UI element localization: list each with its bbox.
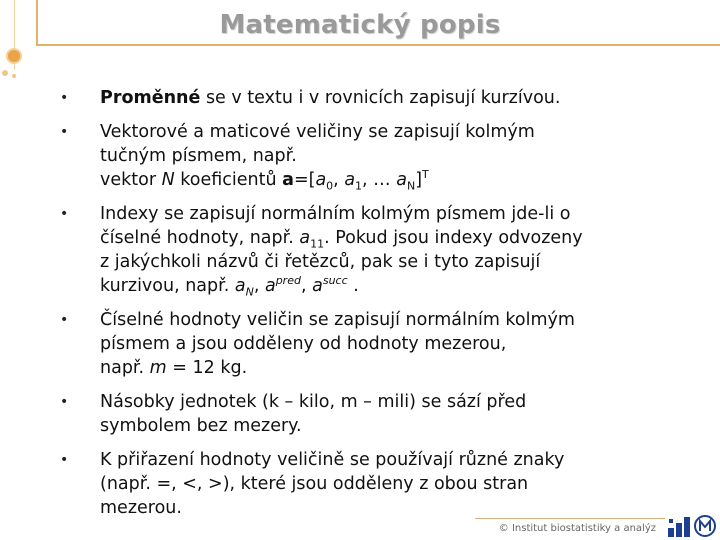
text-run: ,: [253, 276, 265, 296]
bullet-marker: •: [60, 312, 69, 328]
text-run: se v textu i v rovnicích zapisují kurzívou.: [200, 88, 561, 108]
bullet-item: [56, 448, 706, 520]
bullet-item: [56, 308, 706, 380]
text-line: [100, 202, 706, 226]
text-run: tučným písmem, např.: [100, 146, 297, 166]
bullet-item: [56, 202, 706, 298]
text-run: a: [312, 276, 323, 296]
text-line: [100, 390, 706, 414]
university-logo-icon: [694, 514, 716, 538]
text-run: ,: [300, 276, 313, 296]
text-run: = 12 kg.: [166, 358, 248, 378]
text-run: 1: [355, 179, 363, 193]
text-run: mezerou.: [100, 498, 182, 518]
text-line: [100, 274, 706, 298]
text-run: , …: [362, 170, 397, 190]
text-line: [100, 86, 706, 110]
text-line: [100, 496, 706, 520]
decor-line-horizontal: [36, 44, 720, 46]
text-run: a: [234, 276, 246, 296]
text-run: např.: [100, 358, 150, 378]
text-run: kurzivou, např.: [100, 276, 235, 296]
text-run: a: [315, 170, 327, 190]
text-run: Vektorové a maticové veličiny se zapisují kolmým: [100, 122, 535, 142]
text-run: T: [422, 168, 429, 182]
text-run: písmem a jsou odděleny od hodnoty mezerou,: [100, 334, 507, 354]
text-run: číselné hodnoty, např.: [100, 228, 300, 248]
text-run: . Pokud jsou indexy odvozeny: [324, 228, 583, 248]
text-run: ]: [415, 170, 423, 190]
text-run: K přiřazení hodnoty veličině se používají různé znaky: [100, 450, 565, 470]
text-run: N: [245, 285, 254, 299]
footer-copyright: © Institut biostatistiky a analýz: [498, 523, 656, 534]
text-run: .: [347, 276, 359, 296]
iba-logo-icon: [668, 514, 690, 538]
bullet-marker: •: [60, 90, 69, 106]
bullet-marker: •: [60, 124, 69, 140]
footer-divider: [475, 518, 665, 519]
bullet-item: [56, 120, 706, 192]
text-run: a: [396, 170, 407, 190]
text-run: koeficientů: [174, 170, 283, 190]
text-run: Číselné hodnoty veličin se zapisují normálním kolmým: [100, 310, 575, 330]
text-line: [100, 168, 706, 192]
slide-title: Matematický popis: [219, 10, 501, 40]
text-run: ,: [333, 170, 345, 190]
decor-circle-icon: [6, 48, 22, 64]
bullet-marker: •: [60, 452, 69, 468]
text-run: 11: [310, 237, 325, 251]
text-line: [100, 448, 706, 472]
text-run: succ: [322, 274, 348, 288]
text-run: z jakýchkoli názvů či řetězců, pak se i tyto zapisují: [100, 252, 541, 272]
text-run: a: [344, 170, 356, 190]
text-run: Indexy se zapisují normálním kolmým písmem jde-li o: [100, 204, 571, 224]
text-run: (např. =, <, >), které jsou odděleny z obou stran: [100, 474, 529, 494]
text-line: [100, 414, 706, 438]
text-line: [100, 226, 706, 250]
bullet-item: [56, 390, 706, 438]
bullet-item: [56, 86, 706, 110]
bullet-marker: •: [60, 394, 69, 410]
decor-dot: [2, 70, 8, 76]
text-run: pred: [275, 274, 301, 288]
text-run: symbolem bez mezery.: [100, 416, 302, 436]
text-run: m: [149, 358, 167, 378]
text-run: Násobky jednotek (k – kilo, m – mili) se sází před: [100, 392, 527, 412]
text-run: vektor: [100, 170, 162, 190]
bullet-marker: •: [60, 206, 69, 222]
text-run: =[: [293, 170, 316, 190]
text-run: N: [406, 179, 416, 193]
text-line: [100, 308, 706, 332]
decor-dot: [12, 74, 16, 78]
text-line: [100, 144, 706, 168]
text-run: 0: [326, 179, 334, 193]
text-line: [100, 250, 706, 274]
text-run: a: [282, 170, 294, 190]
text-line: [100, 332, 706, 356]
bullet-list: [56, 86, 706, 530]
text-run: N: [161, 170, 175, 190]
text-line: [100, 356, 706, 380]
text-run: a: [264, 276, 276, 296]
text-line: [100, 472, 706, 496]
text-run: Proměnné: [100, 88, 201, 108]
text-run: a: [299, 228, 311, 248]
text-line: [100, 120, 706, 144]
